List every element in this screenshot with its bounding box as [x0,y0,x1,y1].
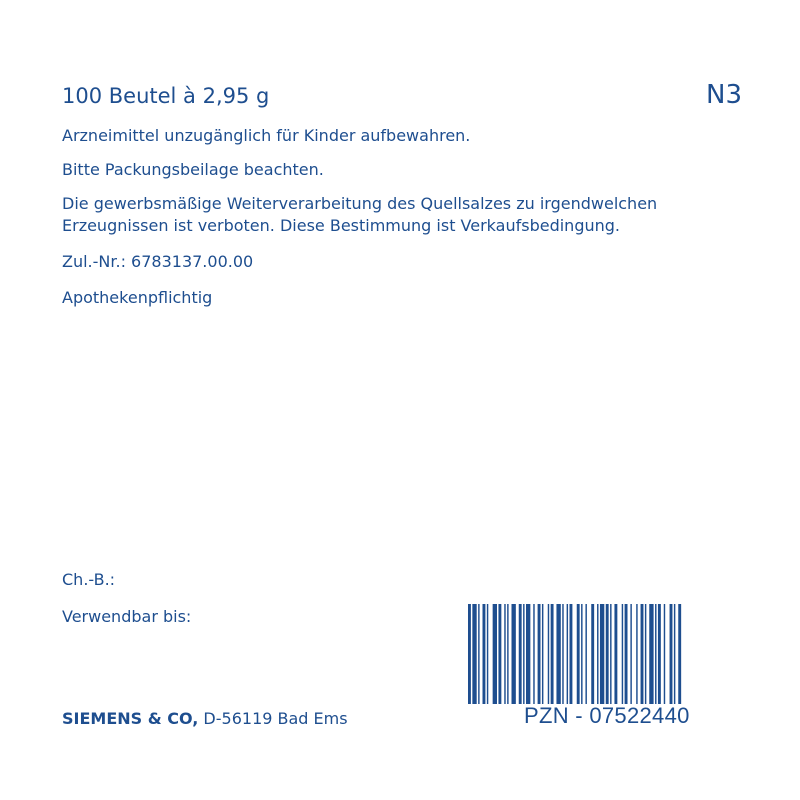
barcode-bar [519,604,522,704]
barcode-bar [478,604,479,704]
barcode-bar [472,604,476,704]
barcode-bar [610,604,611,704]
barcode-bar [542,604,543,704]
barcode-bar [658,604,661,704]
expiry-label: Verwendbar bis: [62,607,192,626]
barcode-bar [649,604,653,704]
batch-label: Ch.-B.: [62,570,116,589]
leaflet-notice: Bitte Packungsbeilage beachten. [62,160,324,179]
manufacturer-name: SIEMENS & CO, [62,709,199,728]
barcode-bar [556,604,560,704]
barcode-bar [600,604,604,704]
barcode-bar [670,604,673,704]
barcode-bar [548,604,549,704]
package-size-code: N3 [706,80,742,110]
barcode-bar [487,604,488,704]
barcode-bar [614,604,617,704]
barcode-bar [551,604,554,704]
child-safety-notice: Arzneimittel unzugänglich für Kinder aufbewahren. [62,126,471,145]
barcode-bar [483,604,486,704]
barcode-bar [674,604,675,704]
barcode-bar [622,604,623,704]
barcode-bar [570,604,573,704]
pzn-number: PZN - 07522440 [524,703,690,728]
barcode-bar [581,604,582,704]
barcode-bar [567,604,568,704]
barcode-bar [538,604,541,704]
barcode-bar [645,604,646,704]
barcode-bar [498,604,501,704]
barcode-bar [507,604,508,704]
barcode-bar [562,604,563,704]
barcode-bar [533,604,534,704]
barcode-bar [523,604,524,704]
sales-condition-notice: Die gewerbsmäßige Weiterverarbeitung des Quellsalzes zu irgendwelchen Erzeugnissen ist verboten. Diese Bestimmung ist Verkaufsbedingung. [62,194,658,235]
barcode-bar [468,604,471,704]
barcode-bar [493,604,497,704]
barcode-bar [641,604,644,704]
approval-number: Zul.-Nr.: 6783137.00.00 [62,252,254,271]
manufacturer-address: D-56119 Bad Ems [198,709,348,728]
barcode-bar [678,604,681,704]
barcode-bar [625,604,628,704]
barcode-bar [577,604,580,704]
barcode-bar [606,604,609,704]
pharmacy-only-notice: Apothekenpflichtig [62,288,213,307]
barcode-bar [585,604,586,704]
package-title: 100 Beutel à 2,95 g [62,84,270,108]
barcode-bar [591,604,594,704]
barcode-bar [504,604,505,704]
barcode-bar [655,604,656,704]
barcode-bar [636,604,637,704]
manufacturer-line [62,709,348,728]
barcode-bar [512,604,516,704]
barcode-bar [664,604,665,704]
barcode-bar [526,604,530,704]
barcode [468,604,742,704]
barcode-bar [597,604,598,704]
barcode-bar [630,604,631,704]
